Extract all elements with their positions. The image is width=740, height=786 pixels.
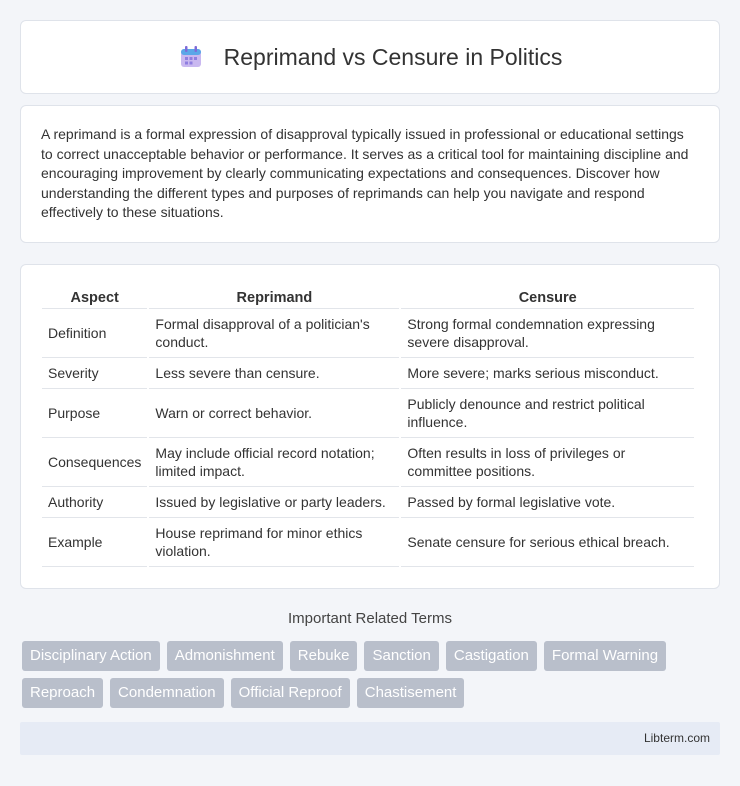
table-cell: Warn or correct behavior. [149,389,399,438]
page-title: Reprimand vs Censure in Politics [223,43,563,70]
table-cell: House reprimand for minor ethics violation. [149,518,399,567]
table-row [42,309,694,358]
related-term-tag[interactable]: Disciplinary Action [22,641,160,671]
table-row [42,438,694,487]
intro-text: A reprimand is a formal expression of disapproval typically issued in professional or educational settings to correct unacceptable behavior or performance. It serves as a critical tool for maintaining discipline and encouraging improvement by clearly communicating expectations and consequences. Discover how understanding the different types and purposes of reprimands can help you navigate and respond effectively to these situations. [41,126,689,220]
table-row [42,518,694,567]
table-cell: Authority [42,487,147,518]
table-cell: Issued by legislative or party leaders. [149,487,399,518]
intro-card [20,105,720,243]
table-header-row [42,283,694,309]
table-cell: Example [42,518,147,567]
table-cell: Purpose [42,389,147,438]
table-cell: Senate censure for serious ethical breach. [401,518,694,567]
table-cell: Less severe than censure. [149,358,399,389]
related-term-tag[interactable]: Reproach [22,678,103,708]
table-cell: Often results in loss of privileges or committee positions. [401,438,694,487]
related-term-tag[interactable]: Chastisement [357,678,465,708]
table-row [42,358,694,389]
comparison-table-card [20,264,720,589]
table-cell: May include official record notation; limited impact. [149,438,399,487]
related-term-tag[interactable]: Admonishment [167,641,283,671]
footer [20,722,720,755]
table-row [42,389,694,438]
comparison-table [40,283,696,567]
related-term-tag[interactable]: Rebuke [290,641,358,671]
table-cell: Severity [42,358,147,389]
column-header-reprimand: Reprimand [149,283,399,309]
table-cell: Publicly denounce and restrict political influence. [401,389,694,438]
table-cell: Passed by formal legislative vote. [401,487,694,518]
related-term-tag[interactable]: Formal Warning [544,641,666,671]
related-term-tag[interactable]: Sanction [364,641,438,671]
footer-site-link[interactable]: Libterm.com [643,731,710,745]
related-terms-list [22,641,722,715]
related-term-tag[interactable]: Official Reproof [231,678,350,708]
column-header-censure: Censure [401,283,694,309]
table-cell: Strong formal condemnation expressing severe disapproval. [401,309,694,358]
calendar-icon [178,44,204,70]
related-terms-title: Important Related Terms [288,610,452,627]
table-cell: Formal disapproval of a politician's conduct. [149,309,399,358]
column-header-aspect: Aspect [42,283,147,309]
header-card [20,20,720,94]
table-cell: More severe; marks serious misconduct. [401,358,694,389]
table-cell: Definition [42,309,147,358]
related-term-tag[interactable]: Castigation [446,641,537,671]
table-row [42,487,694,518]
table-cell: Consequences [42,438,147,487]
related-term-tag[interactable]: Condemnation [110,678,224,708]
